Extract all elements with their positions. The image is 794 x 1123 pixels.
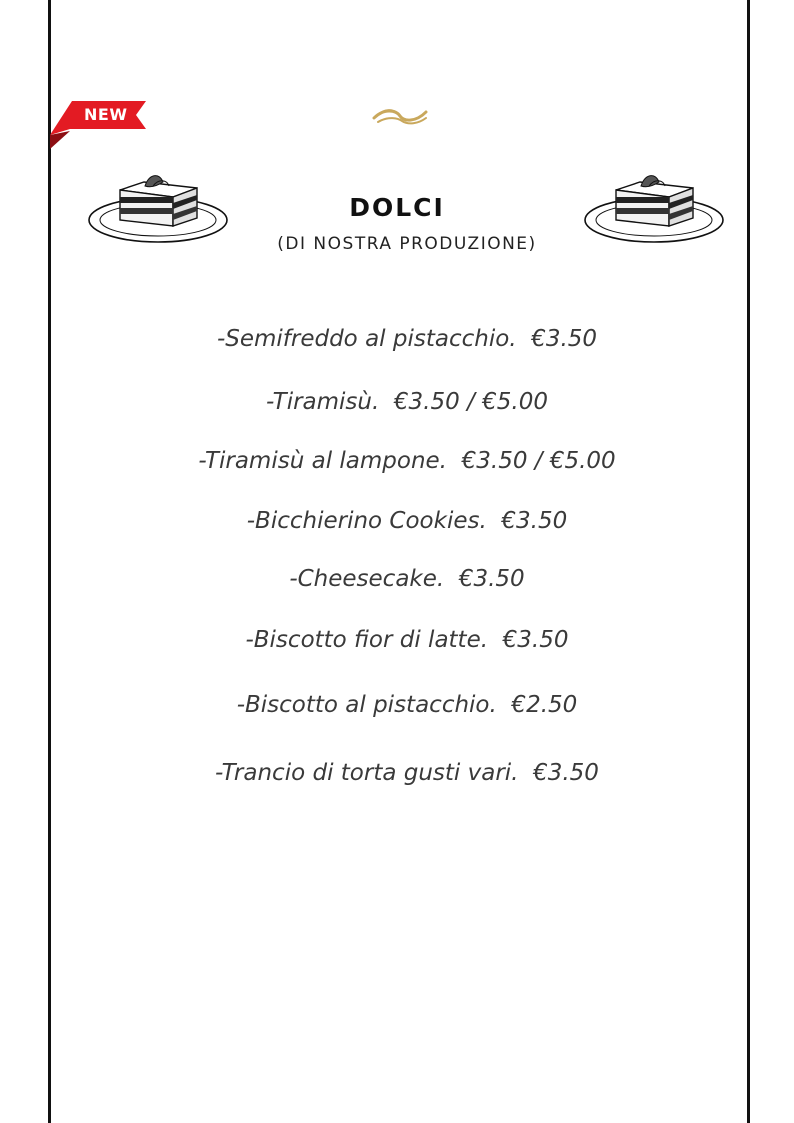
new-badge [50,101,150,151]
new-badge-label: NEW [84,105,128,124]
page-title: DOLCI [349,193,445,222]
menu-item: -Semifreddo al pistacchio. €3.50 [216,326,598,352]
gold-swirl-ornament-icon [370,104,430,128]
menu-item: -Trancio di torta gusti vari. €3.50 [215,760,599,786]
page-border-left [48,0,51,1123]
page-subtitle: (DI NOSTRA PRODUZIONE) [277,234,537,254]
menu-item: -Tiramisù. €3.50 / €5.00 [266,389,548,415]
menu-item: -Biscotto fior di latte. €3.50 [245,627,569,653]
page-border-right [747,0,750,1123]
menu-item: -Tiramisù al lampone. €3.50 / €5.00 [198,448,616,474]
menu-item: -Bicchierino Cookies. €3.50 [246,508,568,534]
menu-item: -Cheesecake. €3.50 [289,566,525,592]
menu-item: -Biscotto al pistacchio. €2.50 [236,692,578,718]
